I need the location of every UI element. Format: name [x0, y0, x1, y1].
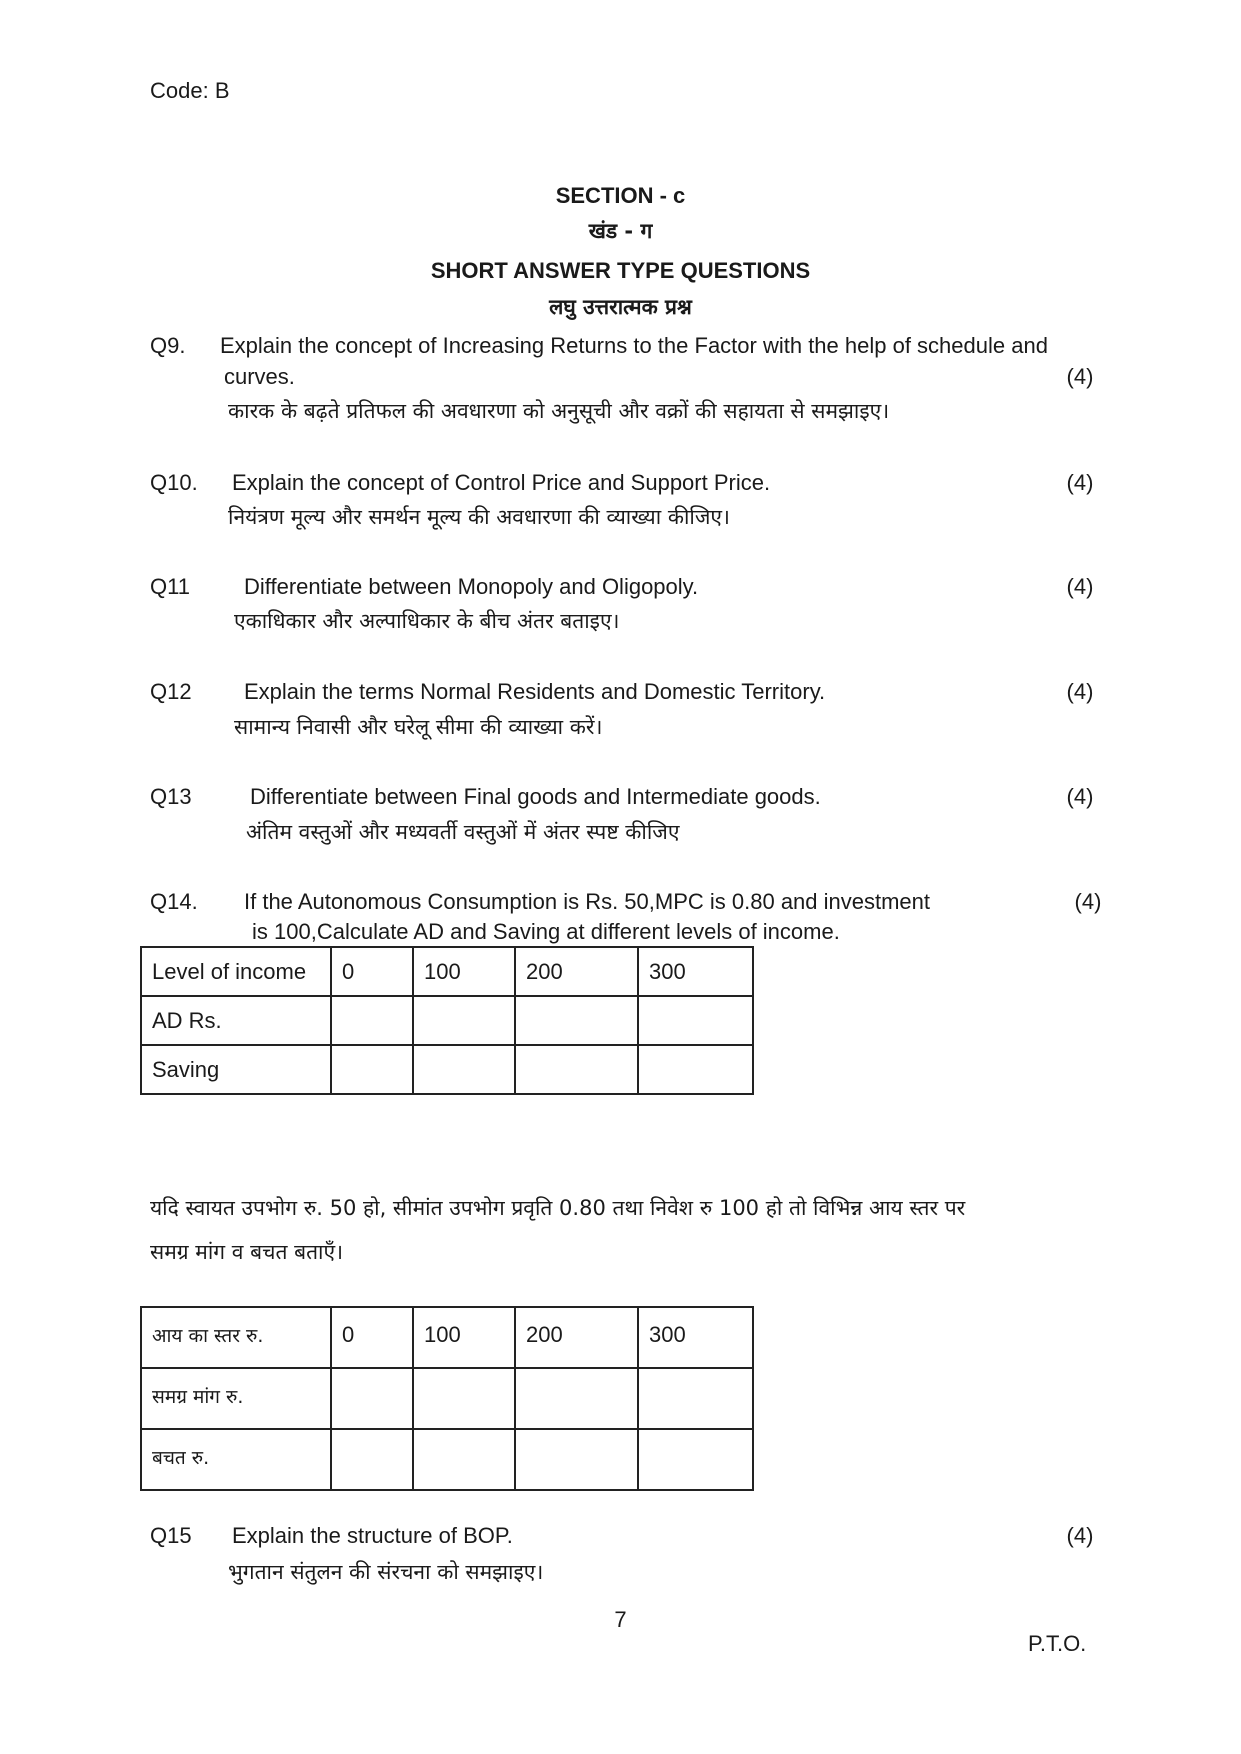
- question-text-hindi: अंतिम वस्तुओं और मध्यवर्ती वस्तुओं में अंतर स्पष्ट कीजिए: [246, 820, 680, 844]
- question-text-hindi: भुगतान संतुलन की संरचना को समझाइए।: [228, 1560, 544, 1584]
- answer-cell: [638, 996, 753, 1045]
- table-row: [141, 1368, 753, 1429]
- income-table: [140, 946, 754, 1095]
- question-text: Explain the structure of BOP.: [232, 1523, 513, 1548]
- table-row: [141, 947, 753, 996]
- table-row: [141, 1307, 753, 1368]
- paper-code: Code: B: [150, 78, 230, 103]
- row-label: Saving: [141, 1045, 331, 1094]
- question-text-continued: curves.: [224, 364, 295, 389]
- table-cell: 200: [515, 1307, 638, 1368]
- question-text-hindi: सामान्य निवासी और घरेलू सीमा की व्याख्या करें।: [234, 715, 603, 739]
- question-text: Explain the concept of Increasing Returns to the Factor with the help of schedule and: [220, 333, 1048, 358]
- table-row: [141, 1045, 753, 1094]
- answer-cell: [331, 1045, 413, 1094]
- section-subtitle-hindi: लघु उत्तरात्मक प्रश्न: [549, 295, 692, 319]
- income-table-hindi: [140, 1306, 754, 1491]
- page-number: 7: [614, 1607, 627, 1632]
- answer-cell: [413, 1045, 515, 1094]
- table-row: [141, 996, 753, 1045]
- question-number: Q10.: [150, 470, 198, 495]
- row-label: समग्र मांग रु.: [141, 1368, 331, 1429]
- question-text-hindi-continued: समग्र मांग व बचत बताएँ।: [150, 1240, 344, 1264]
- table-cell: 300: [638, 947, 753, 996]
- question-marks: (4): [1066, 574, 1094, 599]
- question-text: Differentiate between Monopoly and Oligopoly.: [244, 574, 699, 599]
- question-text-continued: is 100,Calculate AD and Saving at different levels of income.: [252, 919, 840, 944]
- answer-cell: [638, 1045, 753, 1094]
- question-number: Q13: [150, 784, 192, 809]
- question-text: Explain the terms Normal Residents and Domestic Territory.: [244, 679, 826, 704]
- answer-cell: [515, 1368, 638, 1429]
- answer-cell: [638, 1368, 753, 1429]
- question-text: If the Autonomous Consumption is Rs. 50,MPC is 0.80 and investment: [244, 889, 931, 914]
- question-number: Q15: [150, 1523, 192, 1548]
- question-number: Q9.: [150, 333, 186, 358]
- answer-cell: [331, 1368, 413, 1429]
- row-label: AD Rs.: [141, 996, 331, 1045]
- table-cell: 0: [331, 1307, 413, 1368]
- question-text-hindi: यदि स्वायत उपभोग रु. 50 हो, सीमांत उपभोग प्रवृति 0.80 तथा निवेश रु 100 हो तो विभिन्न आय स्तर पर: [150, 1196, 966, 1220]
- table-row: [141, 1429, 753, 1490]
- answer-cell: [515, 996, 638, 1045]
- answer-cell: [413, 996, 515, 1045]
- answer-cell: [515, 1045, 638, 1094]
- question-marks: (4): [1066, 470, 1094, 495]
- table-cell: 100: [413, 947, 515, 996]
- question-number: Q14.: [150, 889, 198, 914]
- answer-cell: [638, 1429, 753, 1490]
- answer-cell: [515, 1429, 638, 1490]
- question-text-hindi: एकाधिकार और अल्पाधिकार के बीच अंतर बताइए।: [234, 609, 620, 633]
- section-subtitle: SHORT ANSWER TYPE QUESTIONS: [430, 258, 811, 283]
- table-cell: 300: [638, 1307, 753, 1368]
- section-title: SECTION - c: [555, 183, 686, 208]
- question-text: Explain the concept of Control Price and Support Price.: [232, 470, 771, 495]
- row-label: Level of income: [141, 947, 331, 996]
- question-marks: (4): [1066, 679, 1094, 704]
- answer-cell: [331, 1429, 413, 1490]
- question-text-hindi: कारक के बढ़ते प्रतिफल की अवधारणा को अनुसूची और वक्रों की सहायता से समझाइए।: [228, 399, 890, 423]
- table-cell: 100: [413, 1307, 515, 1368]
- table-cell: 200: [515, 947, 638, 996]
- answer-cell: [413, 1429, 515, 1490]
- question-marks: (4): [1066, 364, 1094, 389]
- question-text: Differentiate between Final goods and Intermediate goods.: [250, 784, 821, 809]
- question-marks: (4): [1074, 889, 1102, 914]
- row-label: आय का स्तर रु.: [141, 1307, 331, 1368]
- pto-label: P.T.O.: [1028, 1631, 1087, 1656]
- question-number: Q12: [150, 679, 192, 704]
- section-title-hindi: खंड - ग: [588, 219, 653, 243]
- table-cell: 0: [331, 947, 413, 996]
- row-label: बचत रु.: [141, 1429, 331, 1490]
- question-marks: (4): [1066, 1523, 1094, 1548]
- answer-cell: [331, 996, 413, 1045]
- answer-cell: [413, 1368, 515, 1429]
- question-marks: (4): [1066, 784, 1094, 809]
- question-text-hindi: नियंत्रण मूल्य और समर्थन मूल्य की अवधारणा की व्याख्या कीजिए।: [228, 505, 730, 529]
- question-number: Q11: [150, 574, 190, 599]
